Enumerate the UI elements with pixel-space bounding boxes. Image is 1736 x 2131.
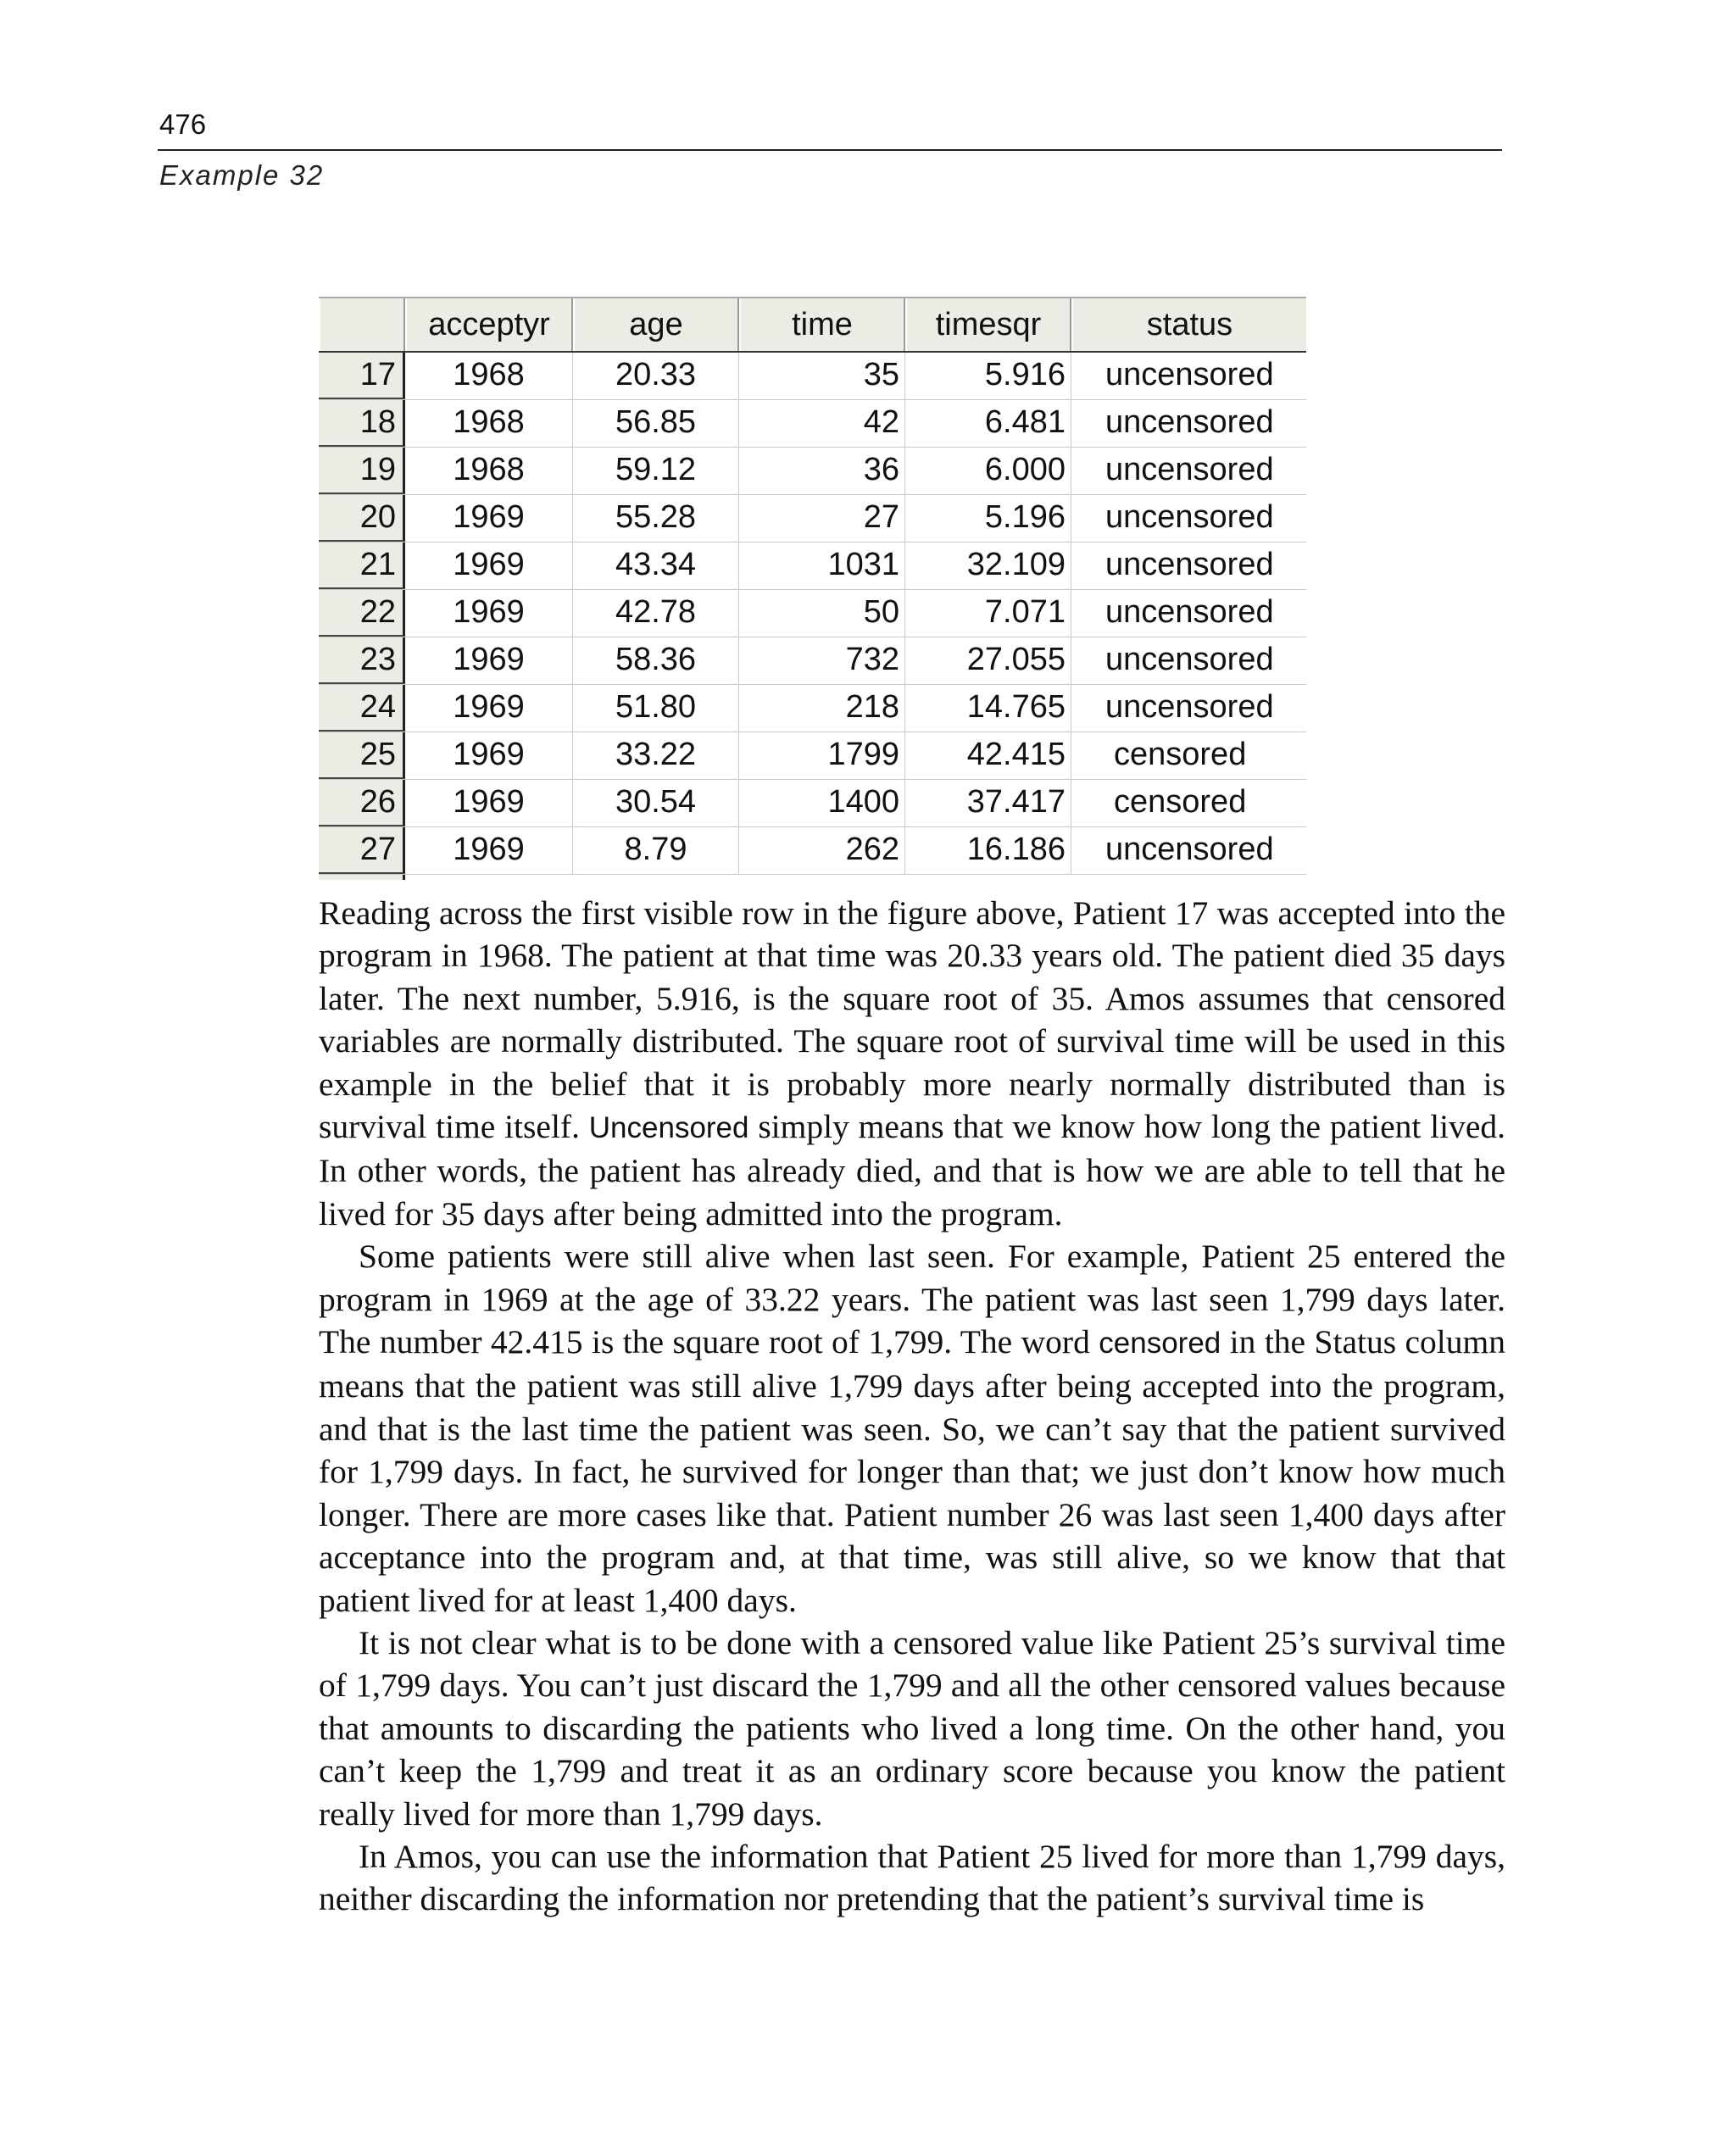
cell-timesqr[interactable]: 5.916 — [905, 353, 1071, 399]
paragraph-1 — [319, 892, 1505, 1235]
row-number[interactable]: 18 — [319, 400, 405, 447]
column-header-status[interactable]: status — [1071, 298, 1306, 351]
corner-header-cell — [319, 298, 405, 351]
row-number[interactable]: 21 — [319, 542, 405, 589]
column-header-age[interactable]: age — [573, 298, 739, 351]
row-number[interactable]: 19 — [319, 448, 405, 494]
cell-acceptyr[interactable]: 1968 — [405, 353, 573, 399]
cell-acceptyr[interactable]: 1969 — [405, 827, 573, 874]
cell-status[interactable]: censored — [1114, 784, 1247, 820]
data-grid — [319, 297, 1306, 878]
partial-row-header — [319, 875, 405, 880]
cell-timesqr[interactable]: 27.055 — [905, 637, 1071, 684]
cell-acceptyr[interactable]: 1969 — [405, 732, 573, 779]
table-row — [319, 542, 1306, 590]
row-number[interactable]: 22 — [319, 590, 405, 637]
paragraph-1-part-b: simply means that we know how long the patient lived. In other words, the patient has already died, and that is how we are able to tell that he lived for 35 days after being admitted into the program. — [319, 1108, 1505, 1232]
cell-age[interactable]: 20.33 — [573, 353, 739, 399]
table-row — [319, 448, 1306, 495]
cell-timesqr[interactable]: 7.071 — [905, 590, 1071, 637]
cell-acceptyr[interactable]: 1969 — [405, 637, 573, 684]
cell-age[interactable]: 59.12 — [573, 448, 739, 494]
grid-partial-row — [319, 875, 1306, 880]
row-number[interactable]: 27 — [319, 827, 405, 874]
cell-timesqr[interactable]: 14.765 — [905, 685, 1071, 732]
row-number[interactable]: 24 — [319, 685, 405, 732]
row-number[interactable]: 20 — [319, 495, 405, 542]
paragraph-2-part-a: Some patients were still alive when last seen. For example, Patient 25 entered the program in 1969 at the age of 33.22 years. The patient was last seen 1,799 days later. The number 42.415 is the square root of 1,799. The word — [319, 1238, 1505, 1361]
cell-status[interactable]: uncensored — [1105, 594, 1274, 630]
cell-acceptyr[interactable]: 1969 — [405, 590, 573, 637]
cell-status[interactable]: uncensored — [1105, 832, 1274, 867]
cell-status[interactable]: uncensored — [1105, 404, 1274, 440]
cell-status[interactable]: uncensored — [1105, 547, 1274, 582]
cell-timesqr[interactable]: 42.415 — [905, 732, 1071, 779]
cell-time[interactable]: 36 — [739, 448, 905, 494]
cell-timesqr[interactable]: 16.186 — [905, 827, 1071, 874]
row-number[interactable]: 25 — [319, 732, 405, 779]
table-row — [319, 780, 1306, 827]
cell-acceptyr[interactable]: 1969 — [405, 542, 573, 589]
cell-age[interactable]: 58.36 — [573, 637, 739, 684]
table-row — [319, 637, 1306, 685]
column-header-timesqr[interactable]: timesqr — [905, 298, 1071, 351]
cell-status[interactable]: uncensored — [1105, 452, 1274, 487]
row-number[interactable]: 17 — [319, 353, 405, 399]
cell-time[interactable]: 1400 — [739, 780, 905, 826]
cell-status[interactable]: uncensored — [1105, 689, 1274, 725]
cell-acceptyr[interactable]: 1968 — [405, 448, 573, 494]
cell-time[interactable]: 50 — [739, 590, 905, 637]
cell-acceptyr[interactable]: 1968 — [405, 400, 573, 447]
paragraph-1-part-a: Reading across the first visible row in the figure above, Patient 17 was accepted into the program in 1968. The patient at that time was 20.33 years old. The patient died 35 days later. The next number, 5.916, is the square root of 35. Amos assumes that censored variables are normally distributed. The square root of survival time will be used in this example in the belief that it is probably more nearly normally distributed than is survival time itself. — [319, 894, 1505, 1146]
cell-timesqr[interactable]: 5.196 — [905, 495, 1071, 542]
cell-timesqr[interactable]: 32.109 — [905, 542, 1071, 589]
paragraph-2 — [319, 1235, 1505, 1622]
cell-acceptyr[interactable]: 1969 — [405, 685, 573, 732]
row-number[interactable]: 23 — [319, 637, 405, 684]
cell-status[interactable]: uncensored — [1105, 357, 1274, 392]
cell-time[interactable]: 35 — [739, 353, 905, 399]
cell-status[interactable]: uncensored — [1105, 642, 1274, 677]
cell-age[interactable]: 56.85 — [573, 400, 739, 447]
cell-time[interactable]: 1031 — [739, 542, 905, 589]
cell-timesqr[interactable]: 37.417 — [905, 780, 1071, 826]
cell-age[interactable]: 8.79 — [573, 827, 739, 874]
column-header-acceptyr[interactable]: acceptyr — [405, 298, 573, 351]
cell-age[interactable]: 43.34 — [573, 542, 739, 589]
table-row — [319, 732, 1306, 780]
cell-timesqr[interactable]: 6.000 — [905, 448, 1071, 494]
table-row — [319, 685, 1306, 732]
cell-time[interactable]: 1799 — [739, 732, 905, 779]
paragraph-4: In Amos, you can use the information that Patient 25 lived for more than 1,799 days, neither discarding the information nor pretending that the patient’s survival time is — [319, 1837, 1505, 1918]
column-header-time[interactable]: time — [739, 298, 905, 351]
term-uncensored: Uncensored — [588, 1111, 749, 1145]
cell-acceptyr[interactable]: 1969 — [405, 780, 573, 826]
cell-age[interactable]: 51.80 — [573, 685, 739, 732]
paragraph-2-part-b: in the Status column means that the patient was still alive 1,799 days after being accepted into the program, and that is the last time the patient was seen. So, we can’t say that the patient survived for 1,799 days. In fact, he survived for longer than that; we just don’t know how much longer. There are more cases like that. Patient number 26 was last seen 1,400 days after acceptance into the program and, at that time, was still alive, so we know that that patient lived for at least 1,400 days. — [319, 1323, 1505, 1619]
cell-status[interactable]: uncensored — [1105, 499, 1274, 535]
cell-age[interactable]: 33.22 — [573, 732, 739, 779]
cell-timesqr[interactable]: 6.481 — [905, 400, 1071, 447]
table-row — [319, 590, 1306, 637]
cell-age[interactable]: 55.28 — [573, 495, 739, 542]
table-row — [319, 353, 1306, 400]
table-row — [319, 495, 1306, 542]
cell-age[interactable]: 42.78 — [573, 590, 739, 637]
cell-age[interactable]: 30.54 — [573, 780, 739, 826]
term-censored: censored — [1099, 1327, 1221, 1360]
cell-acceptyr[interactable]: 1969 — [405, 495, 573, 542]
page-number: 476 — [159, 108, 207, 140]
cell-time[interactable]: 42 — [739, 400, 905, 447]
table-row — [319, 400, 1306, 448]
cell-time[interactable]: 27 — [739, 495, 905, 542]
table-row — [319, 827, 1306, 875]
running-head: Example 32 — [159, 159, 325, 191]
row-number[interactable]: 26 — [319, 780, 405, 826]
header-rule — [158, 149, 1502, 151]
cell-time[interactable]: 732 — [739, 637, 905, 684]
cell-time[interactable]: 262 — [739, 827, 905, 874]
paragraph-3: It is not clear what is to be done with a censored value like Patient 25’s survival time of 1,799 days. You can’t just discard the 1,799 and all the other censored values because that amounts to discarding the patients who lived a long time. On the other hand, you can’t keep the 1,799 and treat it as an ordinary score because you know the patient really lived for more than 1,799 days. — [319, 1623, 1505, 1833]
cell-status[interactable]: censored — [1114, 737, 1247, 772]
body-text — [319, 892, 1505, 1921]
cell-time[interactable]: 218 — [739, 685, 905, 732]
grid-header — [319, 297, 1306, 353]
